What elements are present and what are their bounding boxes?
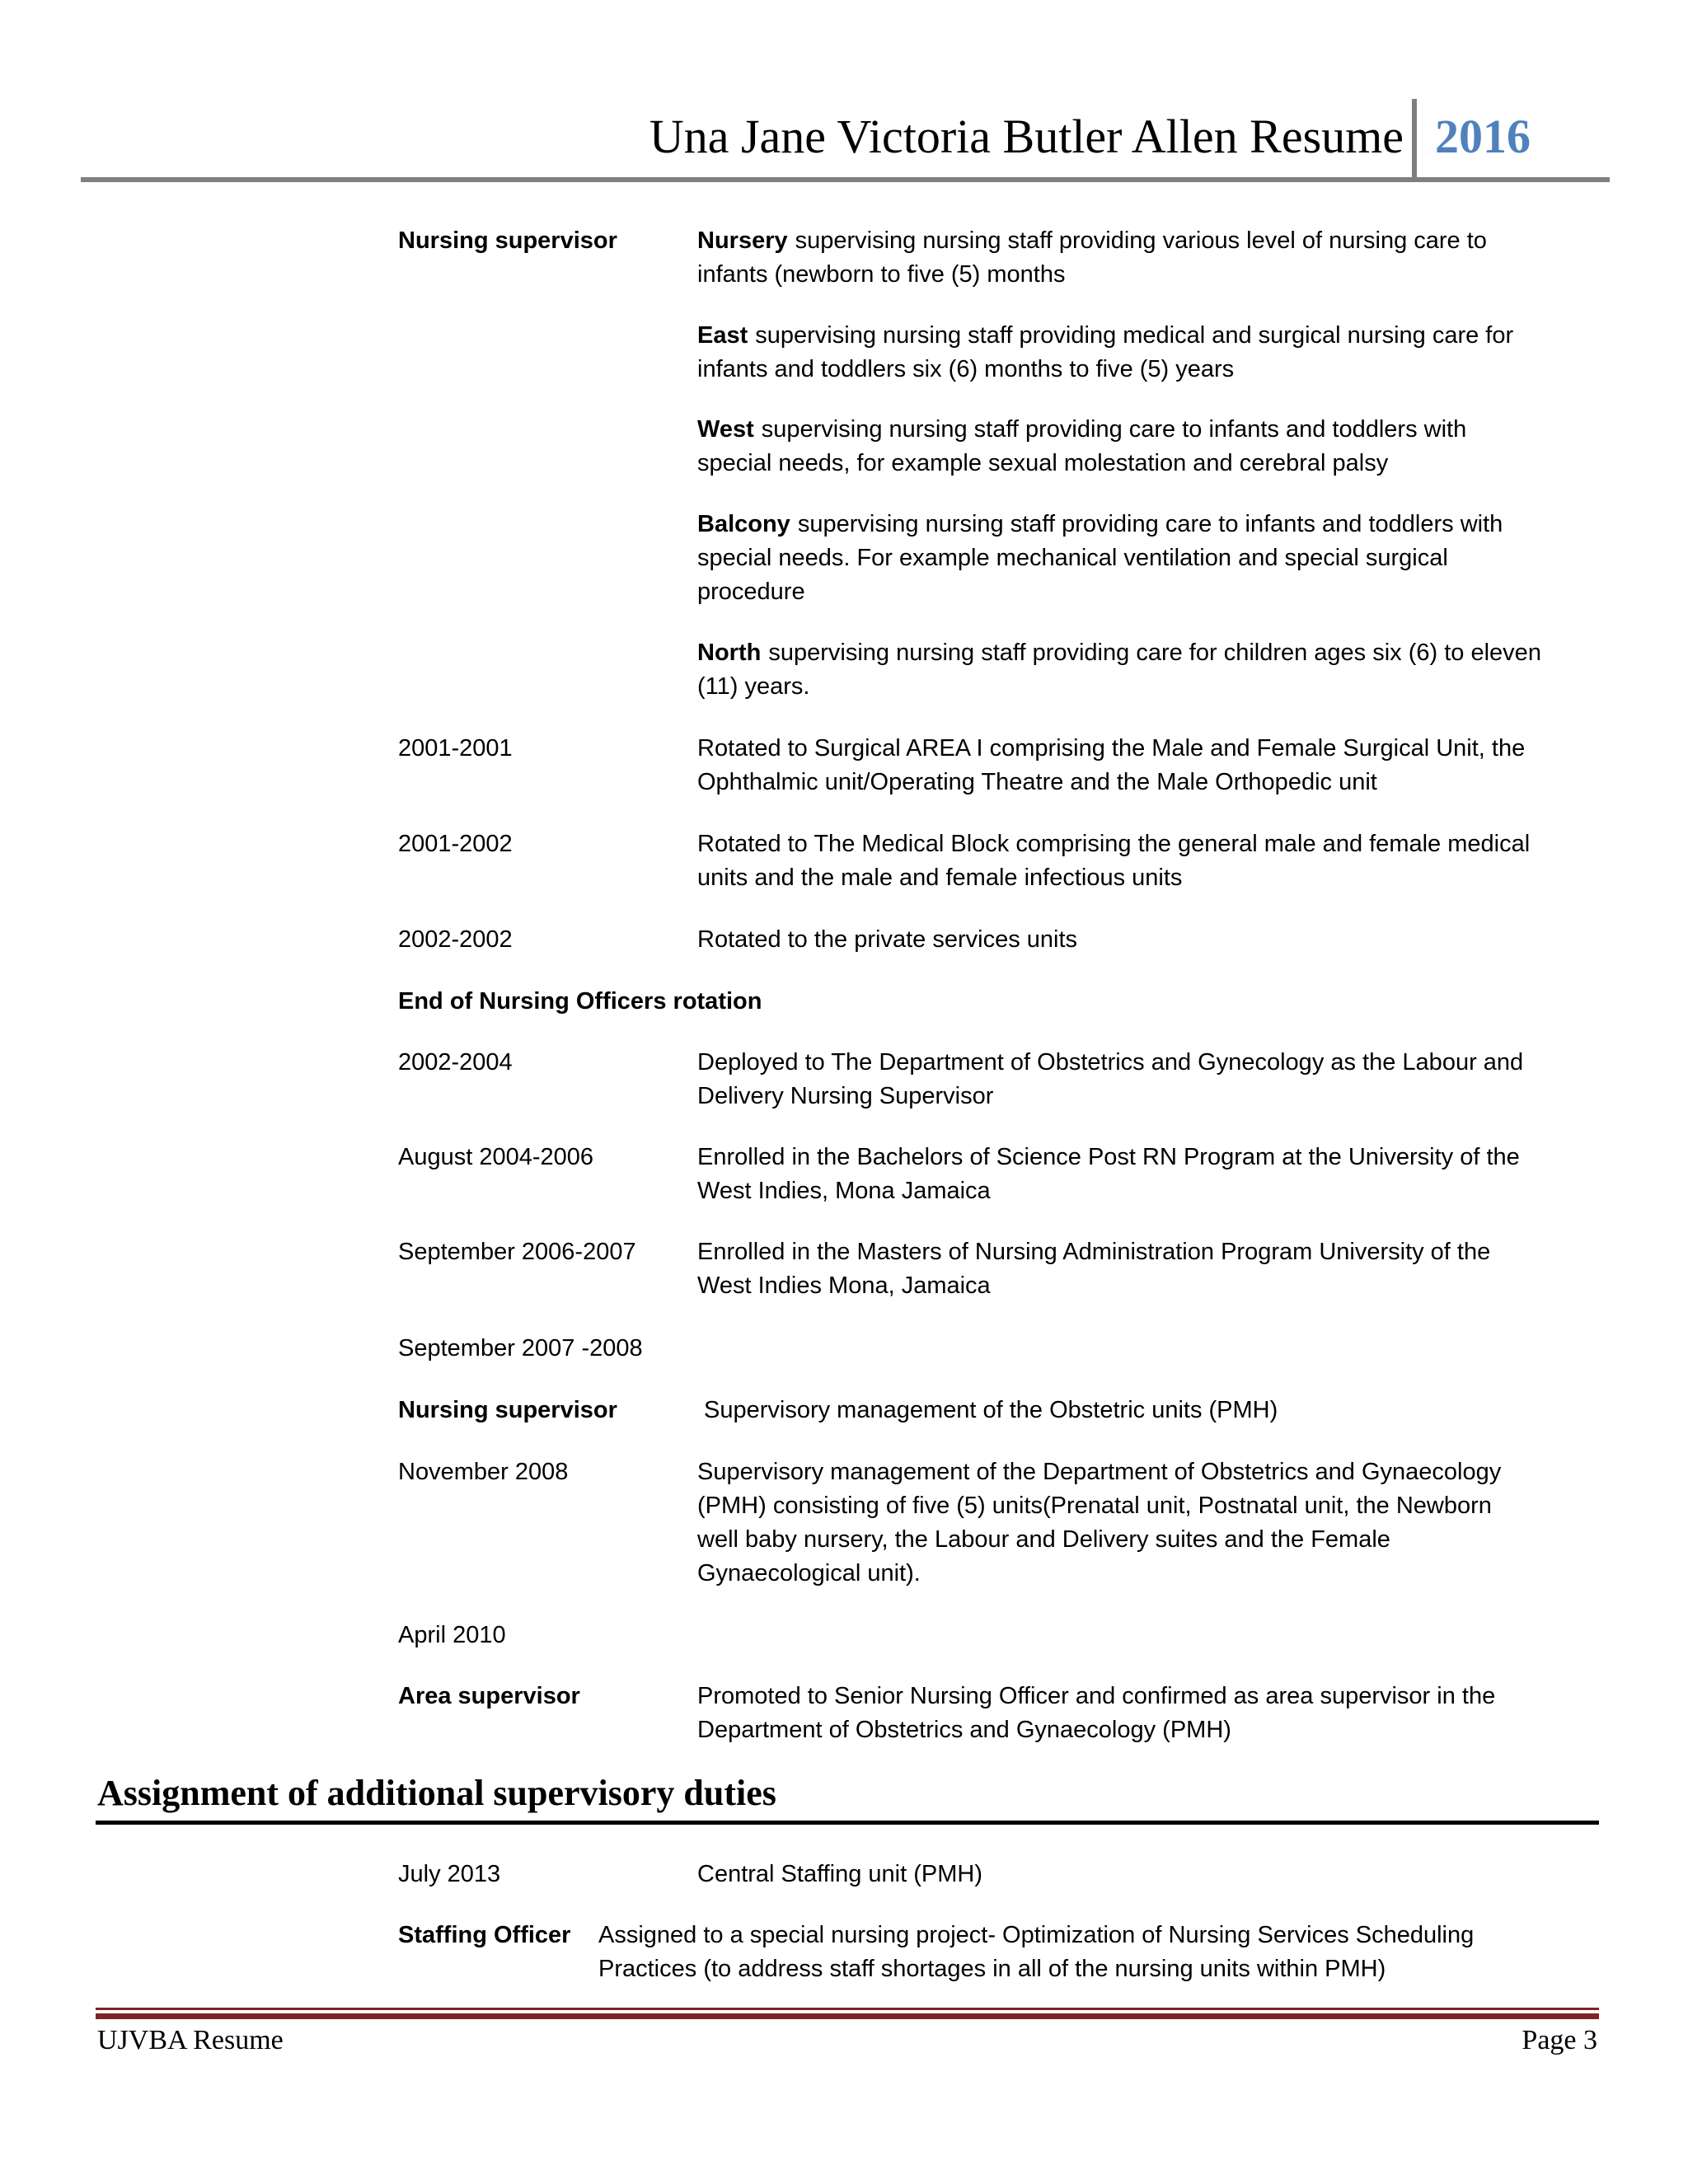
unit-desc: supervising nursing staff providing care to infants and toddlers with (761, 416, 1467, 443)
unit-name: North (697, 640, 762, 666)
unit-desc: supervising nursing staff providing care for children ages six (6) to eleven (768, 640, 1541, 666)
unit-desc: procedure (697, 579, 805, 605)
history-text: Supervisory management of the Obstetric units (PMH) (704, 1397, 1278, 1423)
unit-desc: infants (newborn to five (5) months (697, 261, 1066, 288)
nursing-supervisor-label: Nursing supervisor (398, 227, 617, 254)
assignment-text: Assigned to a special nursing project- Optimization of Nursing Services Scheduling (598, 1922, 1475, 1948)
section-heading: Assignment of additional supervisory duties (97, 1773, 776, 1813)
area-supervisor-label: Area supervisor (398, 1683, 580, 1709)
footer-rule (96, 2013, 1599, 2019)
unit-name: West (697, 416, 754, 443)
history-text: Enrolled in the Bachelors of Science Post RN Program at the University of the (697, 1144, 1520, 1170)
history-text: Supervisory management of the Department of Obstetrics and Gynaecology (697, 1459, 1502, 1485)
rotation-text: Rotated to Surgical AREA I comprising the Male and Female Surgical Unit, the (697, 735, 1526, 762)
end-of-rotation-heading: End of Nursing Officers rotation (398, 988, 762, 1015)
unit-nursery (697, 224, 1487, 292)
rotation-text: units and the male and female infectious units (697, 865, 1183, 891)
history-text: Delivery Nursing Supervisor (697, 1083, 994, 1109)
unit-name: Nursery (697, 227, 788, 254)
assignment-entry (598, 1919, 1474, 1986)
staffing-officer-label: Staffing Officer (398, 1922, 571, 1948)
footer-rule (96, 2008, 1599, 2010)
nursing-supervisor-label: Nursing supervisor (398, 1397, 617, 1423)
history-entry (697, 1046, 1523, 1113)
unit-desc: supervising nursing staff providing various level of nursing care to (795, 227, 1487, 254)
resume-year: 2016 (1435, 110, 1531, 163)
history-date: September 2007 -2008 (398, 1335, 643, 1361)
history-text: Promoted to Senior Nursing Officer and confirmed as area supervisor in the (697, 1683, 1496, 1709)
assignment-date: July 2013 (398, 1861, 501, 1887)
resume-title: Una Jane Victoria Butler Allen Resume (649, 110, 1404, 163)
unit-east (697, 319, 1513, 387)
rotation-date: 2002-2002 (398, 926, 513, 953)
history-date: August 2004-2006 (398, 1144, 594, 1170)
unit-desc: supervising nursing staff providing care to infants and toddlers with (797, 511, 1503, 537)
history-date: April 2010 (398, 1622, 506, 1648)
header-rule (81, 177, 1610, 182)
history-text: Enrolled in the Masters of Nursing Administration Program University of the (697, 1239, 1491, 1265)
section-rule (96, 1821, 1599, 1825)
rotation-entry (697, 732, 1525, 799)
history-text: well baby nursery, the Labour and Delivery suites and the Female (697, 1526, 1390, 1553)
unit-west (697, 413, 1466, 480)
history-date: 2002-2004 (398, 1049, 513, 1076)
history-date: November 2008 (398, 1459, 569, 1485)
unit-name: East (697, 322, 748, 349)
unit-desc: special needs. For example mechanical ventilation and special surgical (697, 545, 1448, 571)
unit-north (697, 636, 1541, 704)
unit-name: Balcony (697, 511, 790, 537)
history-entry (697, 1235, 1490, 1303)
history-text: West Indies Mona, Jamaica (697, 1272, 991, 1299)
page-number: Page 3 (1522, 2025, 1597, 2055)
assignment-text: Practices (to address staff shortages in all of the nursing units within PMH) (598, 1956, 1386, 1982)
unit-desc: (11) years. (697, 673, 810, 700)
unit-desc: supervising nursing staff providing medical and surgical nursing care for (755, 322, 1514, 349)
history-text: (PMH) consisting of five (5) units(Prenatal unit, Postnatal unit, the Newborn (697, 1493, 1492, 1519)
history-text: Department of Obstetrics and Gynaecology (PMH) (697, 1717, 1231, 1743)
history-text: Deployed to The Department of Obstetrics and Gynecology as the Labour and (697, 1049, 1524, 1076)
history-entry (697, 1141, 1520, 1208)
rotation-text: Rotated to The Medical Block comprising the general male and female medical (697, 831, 1531, 857)
rotation-entry (697, 827, 1530, 895)
unit-desc: special needs, for example sexual molestation and cerebral palsy (697, 450, 1389, 476)
history-text: Gynaecological unit). (697, 1560, 921, 1586)
history-date: September 2006-2007 (398, 1239, 636, 1265)
rotation-date: 2001-2002 (398, 831, 513, 857)
unit-balcony (697, 508, 1503, 609)
unit-desc: infants and toddlers six (6) months to five (5) years (697, 356, 1235, 382)
footer-left: UJVBA Resume (97, 2025, 284, 2055)
history-entry (697, 1680, 1495, 1747)
history-text: West Indies, Mona Jamaica (697, 1178, 991, 1204)
history-entry (697, 1455, 1501, 1591)
rotation-text: Rotated to the private services units (697, 926, 1078, 953)
assignment-text: Central Staffing unit (PMH) (697, 1861, 982, 1887)
rotation-date: 2001-2001 (398, 735, 513, 762)
header-divider (1412, 99, 1417, 178)
rotation-text: Ophthalmic unit/Operating Theatre and the Male Orthopedic unit (697, 769, 1377, 795)
